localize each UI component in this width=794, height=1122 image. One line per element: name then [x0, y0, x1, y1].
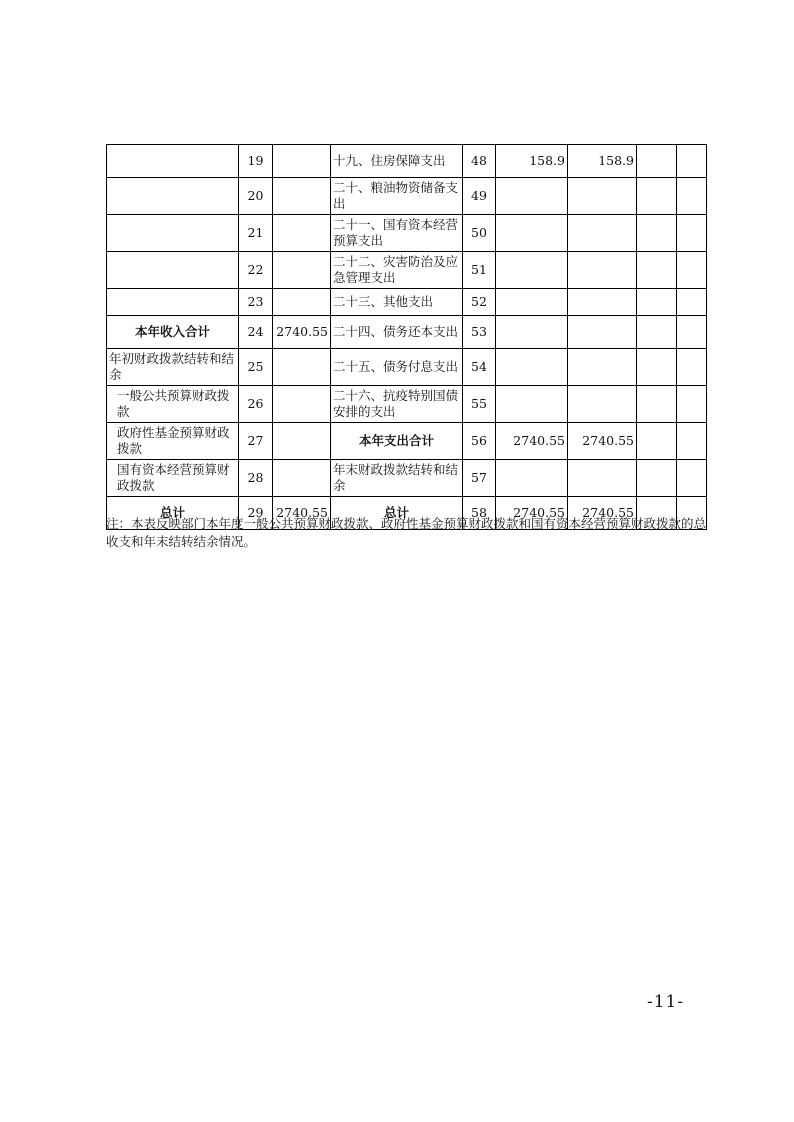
- income-amount-cell: [273, 145, 331, 178]
- expense-item-cell: 年末财政拨款结转和结余: [331, 460, 463, 497]
- income-amount-cell: [273, 252, 331, 289]
- general-budget-cell: [568, 349, 637, 386]
- table-row: [107, 423, 707, 460]
- table-row: [107, 386, 707, 423]
- total-cell: 2740.55: [496, 497, 568, 530]
- income-item-cell: [107, 145, 239, 178]
- state-capital-budget-cell: [677, 178, 707, 215]
- income-amount-cell: 2740.55: [273, 316, 331, 349]
- expense-item-cell: 总计: [331, 497, 463, 530]
- income-line-cell: 27: [239, 423, 273, 460]
- fund-budget-cell: [637, 349, 677, 386]
- table-row: [107, 289, 707, 316]
- state-capital-budget-cell: [677, 289, 707, 316]
- income-amount-cell: [273, 289, 331, 316]
- fund-budget-cell: [637, 145, 677, 178]
- total-cell: [496, 252, 568, 289]
- income-line-cell: 20: [239, 178, 273, 215]
- state-capital-budget-cell: [677, 386, 707, 423]
- general-budget-cell: [568, 460, 637, 497]
- table-row: [107, 349, 707, 386]
- state-capital-budget-cell: [677, 215, 707, 252]
- expense-line-cell: 58: [463, 497, 496, 530]
- expense-item-cell: 二十、粮油物资储备支出: [331, 178, 463, 215]
- income-item-cell: 本年收入合计: [107, 316, 239, 349]
- state-capital-budget-cell: [677, 423, 707, 460]
- income-line-cell: 22: [239, 252, 273, 289]
- income-line-cell: 29: [239, 497, 273, 530]
- expense-line-cell: 48: [463, 145, 496, 178]
- general-budget-cell: [568, 178, 637, 215]
- income-item-cell: [107, 178, 239, 215]
- income-amount-cell: [273, 423, 331, 460]
- fund-budget-cell: [637, 289, 677, 316]
- expense-item-cell: 二十一、国有资本经营预算支出: [331, 215, 463, 252]
- income-item-cell: [107, 215, 239, 252]
- income-line-cell: 23: [239, 289, 273, 316]
- general-budget-cell: [568, 316, 637, 349]
- general-budget-cell: [568, 215, 637, 252]
- total-cell: 158.9: [496, 145, 568, 178]
- income-item-cell: 一般公共预算财政拨款: [107, 386, 239, 423]
- expense-line-cell: 51: [463, 252, 496, 289]
- table-row: [107, 178, 707, 215]
- general-budget-cell: 2740.55: [568, 497, 637, 530]
- total-cell: [496, 386, 568, 423]
- fund-budget-cell: [637, 252, 677, 289]
- expense-item-cell: 本年支出合计: [331, 423, 463, 460]
- fund-budget-cell: [637, 178, 677, 215]
- fund-budget-cell: [637, 423, 677, 460]
- general-budget-cell: [568, 252, 637, 289]
- fund-budget-cell: [637, 460, 677, 497]
- expense-line-cell: 56: [463, 423, 496, 460]
- general-budget-cell: [568, 386, 637, 423]
- expense-item-cell: 二十六、抗疫特别国债安排的支出: [331, 386, 463, 423]
- state-capital-budget-cell: [677, 145, 707, 178]
- expense-item-cell: 二十五、债务付息支出: [331, 349, 463, 386]
- income-amount-cell: [273, 215, 331, 252]
- table-footnote: 注：本表反映部门本年度一般公共预算财政拨款、政府性基金预算财政拨款和国有资本经营预算财政拨款的总收支和年末结转结余情况。: [106, 516, 707, 549]
- income-item-cell: 总计: [107, 497, 239, 530]
- income-item-cell: [107, 289, 239, 316]
- expense-line-cell: 54: [463, 349, 496, 386]
- income-item-cell: 政府性基金预算财政拨款: [107, 423, 239, 460]
- table-row: [107, 460, 707, 497]
- state-capital-budget-cell: [677, 349, 707, 386]
- expense-item-cell: 十九、住房保障支出: [331, 145, 463, 178]
- fund-budget-cell: [637, 316, 677, 349]
- expense-line-cell: 49: [463, 178, 496, 215]
- expense-item-cell: 二十二、灾害防治及应急管理支出: [331, 252, 463, 289]
- total-cell: [496, 178, 568, 215]
- expense-line-cell: 53: [463, 316, 496, 349]
- income-amount-cell: [273, 178, 331, 215]
- table-row: [107, 145, 707, 178]
- income-line-cell: 24: [239, 316, 273, 349]
- income-line-cell: 19: [239, 145, 273, 178]
- expense-line-cell: 52: [463, 289, 496, 316]
- fund-budget-cell: [637, 386, 677, 423]
- income-amount-cell: [273, 386, 331, 423]
- income-amount-cell: [273, 349, 331, 386]
- expense-line-cell: 55: [463, 386, 496, 423]
- expense-item-cell: 二十三、其他支出: [331, 289, 463, 316]
- income-amount-cell: 2740.55: [273, 497, 331, 530]
- state-capital-budget-cell: [677, 460, 707, 497]
- fiscal-appropriation-table: [106, 144, 707, 530]
- expense-line-cell: 57: [463, 460, 496, 497]
- fund-budget-cell: [637, 215, 677, 252]
- total-cell: [496, 316, 568, 349]
- general-budget-cell: 2740.55: [568, 423, 637, 460]
- income-amount-cell: [273, 460, 331, 497]
- total-cell: 2740.55: [496, 423, 568, 460]
- general-budget-cell: 158.9: [568, 145, 637, 178]
- total-cell: [496, 215, 568, 252]
- expense-line-cell: 50: [463, 215, 496, 252]
- income-item-cell: 年初财政拨款结转和结余: [107, 349, 239, 386]
- income-line-cell: 26: [239, 386, 273, 423]
- total-cell: [496, 460, 568, 497]
- general-budget-cell: [568, 289, 637, 316]
- income-item-cell: [107, 252, 239, 289]
- income-line-cell: 28: [239, 460, 273, 497]
- expense-item-cell: 二十四、债务还本支出: [331, 316, 463, 349]
- table-row: [107, 215, 707, 252]
- total-cell: [496, 349, 568, 386]
- income-line-cell: 21: [239, 215, 273, 252]
- income-item-cell: 国有资本经营预算财政拨款: [107, 460, 239, 497]
- table-row: [107, 252, 707, 289]
- page-number: -11-: [647, 992, 685, 1012]
- income-line-cell: 25: [239, 349, 273, 386]
- state-capital-budget-cell: [677, 316, 707, 349]
- state-capital-budget-cell: [677, 252, 707, 289]
- table-row: [107, 316, 707, 349]
- total-cell: [496, 289, 568, 316]
